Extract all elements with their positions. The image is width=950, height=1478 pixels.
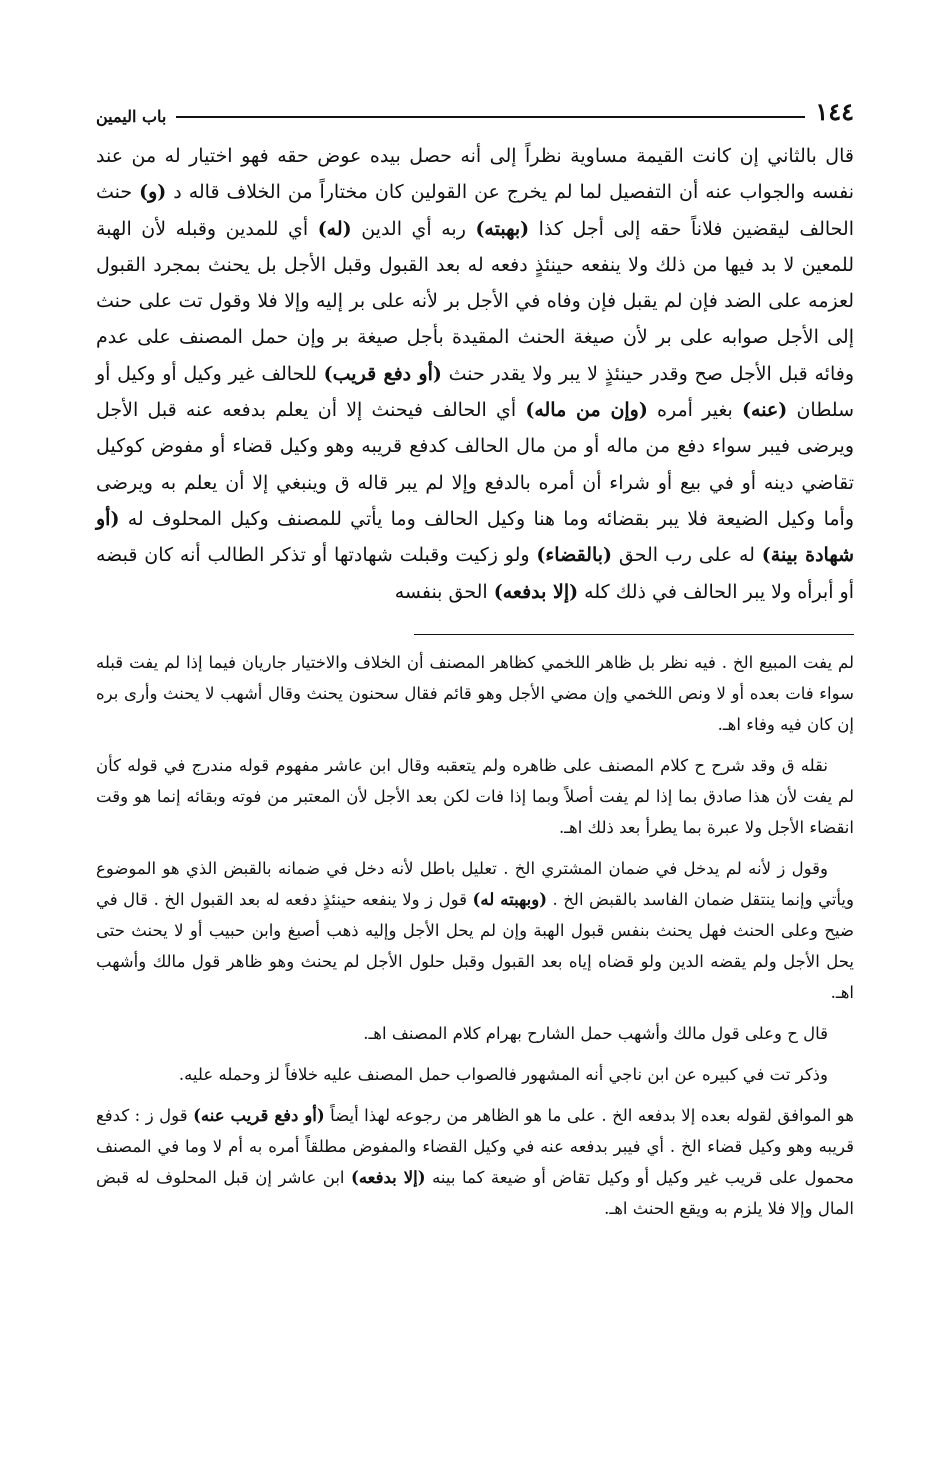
main-text-segment: أي للمدين وقبله لأن الهبة للمعين لا بد فيها من ذلك ولا ينفعه حينئذٍ دفعه له بعد القبول وقبل الأجل بل يحنث بمجرد القبول لعزمه على الضد فإن لم يقبل فإن وفاه في الأجل بر لأنه على بر إليه وإلا فلا وقول تت على حنث إلى الأجل صوابه على بر لأن صيغة الحنث المقيدة بأجل صيغة بر وإن حمل المصنف على عدم وفائه قبل الأجل صح وقدر حينئذٍ لا يبر ولا يقدر حنث bbox=[96, 217, 854, 385]
footnote-separator bbox=[414, 634, 854, 635]
main-text-segment: للحالف غير وكيل أو وكيل أو سلطان bbox=[96, 362, 855, 422]
footnotes bbox=[96, 647, 854, 1224]
main-text bbox=[96, 138, 854, 610]
main-text-segment: الحق بنفسه bbox=[394, 580, 494, 603]
main-text-segment: حنث الحالف ليقضين فلاناً حقه إلى أجل كذا bbox=[96, 181, 854, 240]
footnote-paragraph: لم يفت المبيع الخ . فيه نظر بل ظاهر اللخمي كظاهر المصنف أن الخلاف والاختيار جاريان فيما إذا لم يفت قبله سواء فات بعده أو لا ونص اللخمي وإن مضي الأجل وهو قائم فقال سحنون يحنث وقال أشهب لا يحنث وأرى بره إن كان فيه وفاء اهـ. bbox=[96, 652, 854, 734]
footnote-segment: وقول ز لأنه لم يدخل في ضمان المشتري الخ . تعليل باطل لأنه دخل في ضمانه بالقبض الذي هو الموضوع ويأتي وإنما ينتقل ضمان الفاسد بالقبض الخ . bbox=[96, 858, 854, 909]
bold-term: (وإن من ماله) bbox=[525, 399, 648, 422]
main-text-segment: قال بالثاني إن كانت القيمة مساوية نظراً إلى أنه حصل بيده عوض حقه فهو اختيار له من عند نفسه والجواب عنه أن التفصيل لما لم يخرج عن القولين كان مختاراً من الخلاف قاله د bbox=[96, 145, 854, 204]
bold-term: (أو دفع قريب) bbox=[323, 362, 442, 385]
page-header bbox=[96, 86, 854, 126]
bold-term: (وبهبته له) bbox=[472, 889, 548, 909]
main-text-segment: ربه أي الدين bbox=[351, 217, 476, 240]
footnote-paragraph bbox=[96, 853, 854, 1008]
footnote-paragraph: وذكر تت في كبيره عن ابن ناجي أنه المشهور فالصواب حمل المصنف عليه خلافاً لز وحمله عليه. bbox=[178, 1064, 828, 1084]
footnote-paragraph: قال ح وعلى قول مالك وأشهب حمل الشارح بهرام كلام المصنف اهـ. bbox=[363, 1023, 828, 1043]
footnote-segment: ابن عاشر إن قبل المحلوف له قبض المال وإلا فلا يلزم به ويقع الحنث اهـ. bbox=[96, 1167, 854, 1218]
bold-term: (إلا بدفعه) bbox=[493, 580, 579, 603]
running-title: باب اليمين bbox=[96, 107, 167, 126]
bold-term: (بالقضاء) bbox=[536, 544, 613, 567]
main-paragraph bbox=[96, 138, 854, 610]
bold-term: (عنه) bbox=[742, 399, 788, 422]
main-text-segment: بغير أمره bbox=[647, 399, 743, 422]
bold-term: (له) bbox=[317, 217, 352, 240]
footnote-segment: هو الموافق لقوله بعده إلا بدفعه الخ . على ما هو الظاهر من رجوعه لهذا أيضاً bbox=[324, 1105, 855, 1125]
footnote-segment: قول ز : كدفع قريبه وهو وكيل قضاء الخ . أي فيبر بدفعه عنه في وكيل القضاء والمفوض مطلقاً أمره به أم لا وما في المصنف محمول على قريب غير وكيل أو وكيل تقاض أو ضيعة كما بينه bbox=[96, 1105, 854, 1187]
header-rule bbox=[176, 116, 805, 118]
bold-term: (بهبته) bbox=[475, 217, 530, 240]
footnote-segment: قول ز ولا ينفعه حينئذٍ دفعه له بعد القبول الخ . قال في ضيح وعلى الحنث فهل يحنث بنفس قبول الهبة وإن لم يحل الأجل وإليه ذهب أصبغ وابن حبيب أو لا يحنث حتى يحل الأجل ولم يقضه الدين ولو قضاه إياه بعد القبول وقبل حلول الأجل لم يحنث وهو ظاهر قول مالك وأشهب اهـ. bbox=[96, 889, 854, 1002]
main-text-segment: له على رب الحق bbox=[612, 544, 762, 567]
bold-term: (أو شهادة بينة) bbox=[96, 507, 854, 567]
bold-term: (أو دفع قريب عنه) bbox=[193, 1105, 325, 1125]
page-number: ١٤٤ bbox=[815, 97, 854, 126]
main-text-segment: ولو زكيت وقبلت شهادتها أو تذكر الطالب أنه كان قبضه أو أبرأه ولا يبر الحالف في ذلك كله bbox=[96, 544, 854, 603]
main-text-segment: أي الحالف فيحنث إلا أن يعلم بدفعه عنه قبل الأجل ويرضى فيبر سواء دفع من ماله أو من مال الحالف كدفع قريبه وهو وكيل قضاء أو مفوض كوكيل تقاضي دينه أو في بيع أو شراء أن أمره بالدفع وإلا لم يبر قاله ق وينبغي إلا أن يعلم به ويرضى وأما وكيل الضيعة فلا يبر بقضائه وما هنا وكيل الحالف وما يأتي للمصنف وكيل المحلوف له bbox=[96, 399, 854, 530]
footnote-paragraph: نقله ق وقد شرح ح كلام المصنف على ظاهره ولم يتعقبه وقال ابن عاشر مفهوم قوله مندرج في قوله كأن لم يفت لأن هذا صادق بما إذا لم يفت أصلاً وبما إذا فات لكن بعد الأجل لأن المعتبر من فوته وبقائه إنما هو وقت انقضاء الأجل ولا عبرة بما يطرأ بعد ذلك اهـ. bbox=[96, 755, 854, 837]
bold-term: (و) bbox=[139, 181, 167, 204]
bold-term: (إلا بدفعه) bbox=[351, 1167, 426, 1187]
footnote-paragraph bbox=[96, 1100, 854, 1224]
